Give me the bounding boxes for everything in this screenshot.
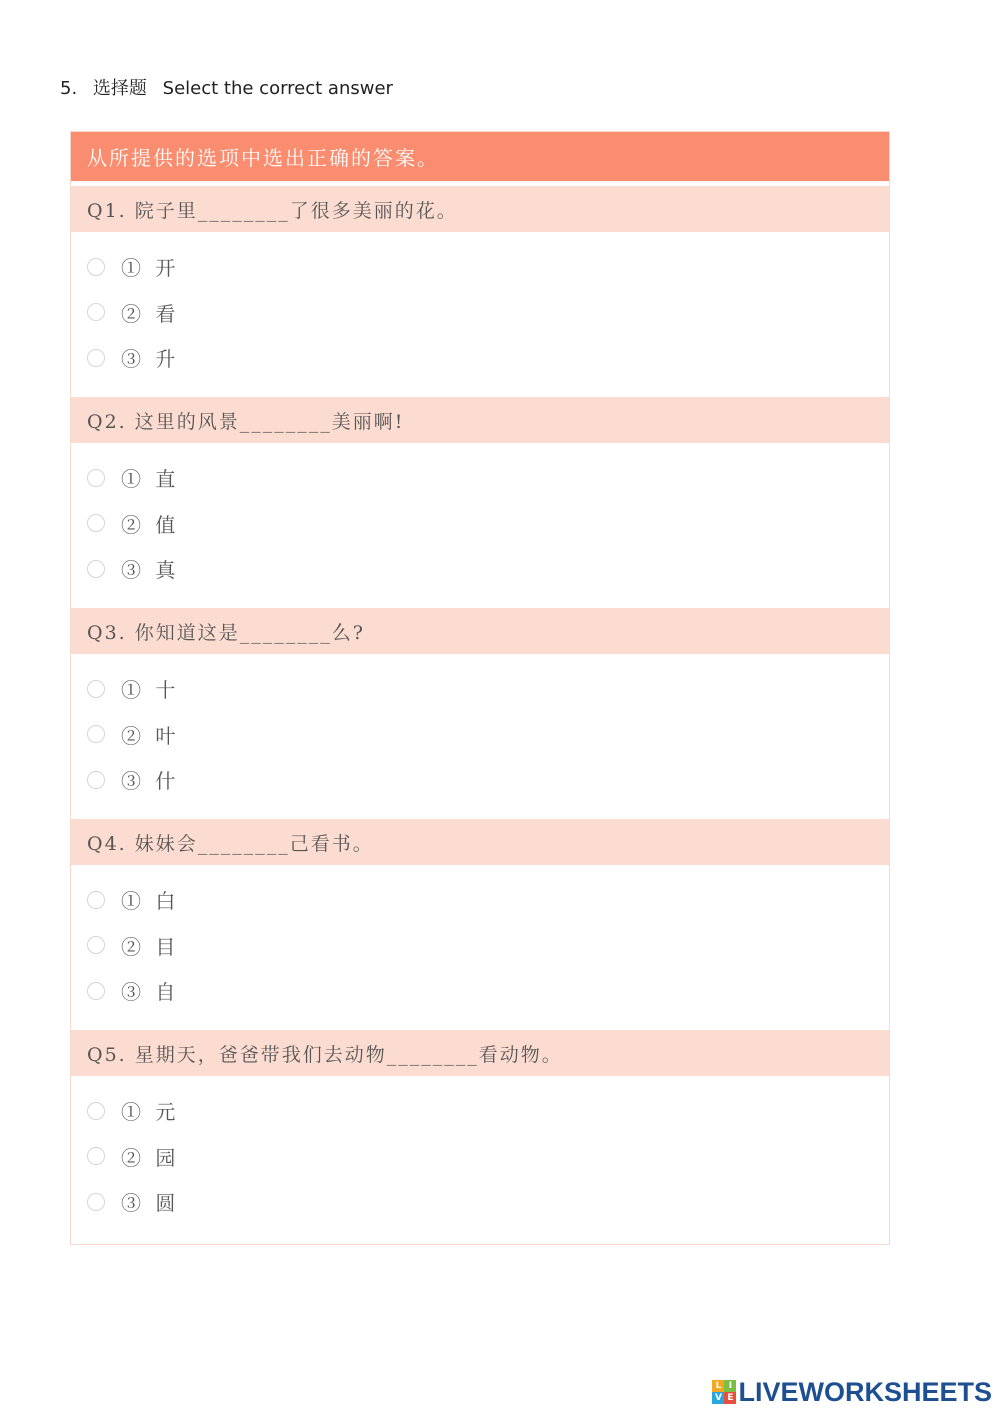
option-item[interactable] (71, 501, 889, 547)
option-list (71, 232, 889, 397)
option-label: ② 目 (121, 934, 180, 959)
option-label: ③ 真 (121, 558, 180, 583)
radio-button[interactable] (87, 725, 105, 743)
radio-button[interactable] (87, 1193, 105, 1211)
radio-button[interactable] (87, 258, 105, 276)
question-prompt: Q2. 这里的风景________美丽啊! (71, 397, 889, 443)
radio-button[interactable] (87, 560, 105, 578)
question-prompt: Q4. 妹妹会________己看书。 (71, 819, 889, 865)
logo-mark-i: I (724, 1380, 736, 1392)
instruction-title-en: Select the correct answer (162, 78, 393, 99)
option-label: ② 值 (121, 512, 180, 537)
logo-mark-l: L (712, 1380, 724, 1392)
radio-button[interactable] (87, 469, 105, 487)
question-prompt: Q5. 星期天，爸爸带我们去动物________看动物。 (71, 1030, 889, 1076)
liveworksheets-logo-icon (712, 1380, 736, 1404)
instruction-title-cn: 选择题 (92, 78, 147, 99)
option-label: ② 叶 (121, 723, 180, 748)
radio-button[interactable] (87, 891, 105, 909)
radio-button[interactable] (87, 936, 105, 954)
question-5 (71, 1030, 889, 1241)
option-item[interactable] (71, 666, 889, 712)
option-item[interactable] (71, 1088, 889, 1134)
question-2 (71, 397, 889, 608)
question-prompt: Q1. 院子里________了很多美丽的花。 (71, 186, 889, 232)
card-header: 从所提供的选项中选出正确的答案。 (71, 132, 889, 186)
option-item[interactable] (71, 712, 889, 758)
option-item[interactable] (71, 244, 889, 290)
question-prompt: Q3. 你知道这是________么? (71, 608, 889, 654)
option-item[interactable] (71, 290, 889, 336)
option-item[interactable] (71, 335, 889, 381)
instruction-line (60, 74, 393, 100)
question-number: 5. (60, 78, 78, 99)
radio-button[interactable] (87, 514, 105, 532)
option-item[interactable] (71, 968, 889, 1014)
option-item[interactable] (71, 546, 889, 592)
question-4 (71, 819, 889, 1030)
option-label: ③ 升 (121, 347, 180, 372)
option-item[interactable] (71, 757, 889, 803)
radio-button[interactable] (87, 349, 105, 367)
option-item[interactable] (71, 877, 889, 923)
option-label: ③ 什 (121, 769, 180, 794)
option-label: ② 园 (121, 1145, 180, 1170)
option-item[interactable] (71, 923, 889, 969)
option-label: ① 十 (121, 678, 180, 703)
option-label: ③ 圆 (121, 1191, 180, 1216)
option-item[interactable] (71, 455, 889, 501)
question-1 (71, 186, 889, 397)
radio-button[interactable] (87, 1147, 105, 1165)
quiz-card (70, 131, 890, 1245)
option-label: ① 直 (121, 467, 180, 492)
radio-button[interactable] (87, 771, 105, 789)
option-label: ① 开 (121, 256, 180, 281)
liveworksheets-logo[interactable] (712, 1377, 992, 1407)
option-list (71, 865, 889, 1030)
logo-text: LIVEWORKSHEETS (738, 1376, 992, 1407)
question-3 (71, 608, 889, 819)
radio-button[interactable] (87, 982, 105, 1000)
option-label: ③ 自 (121, 980, 180, 1005)
option-label: ① 白 (121, 889, 180, 914)
option-item[interactable] (71, 1134, 889, 1180)
radio-button[interactable] (87, 680, 105, 698)
logo-mark-v: V (712, 1392, 724, 1404)
option-item[interactable] (71, 1179, 889, 1225)
radio-button[interactable] (87, 303, 105, 321)
option-list (71, 443, 889, 608)
logo-mark-e: E (724, 1392, 736, 1404)
option-label: ① 元 (121, 1100, 180, 1125)
option-label: ② 看 (121, 301, 180, 326)
option-list (71, 1076, 889, 1241)
option-list (71, 654, 889, 819)
radio-button[interactable] (87, 1102, 105, 1120)
